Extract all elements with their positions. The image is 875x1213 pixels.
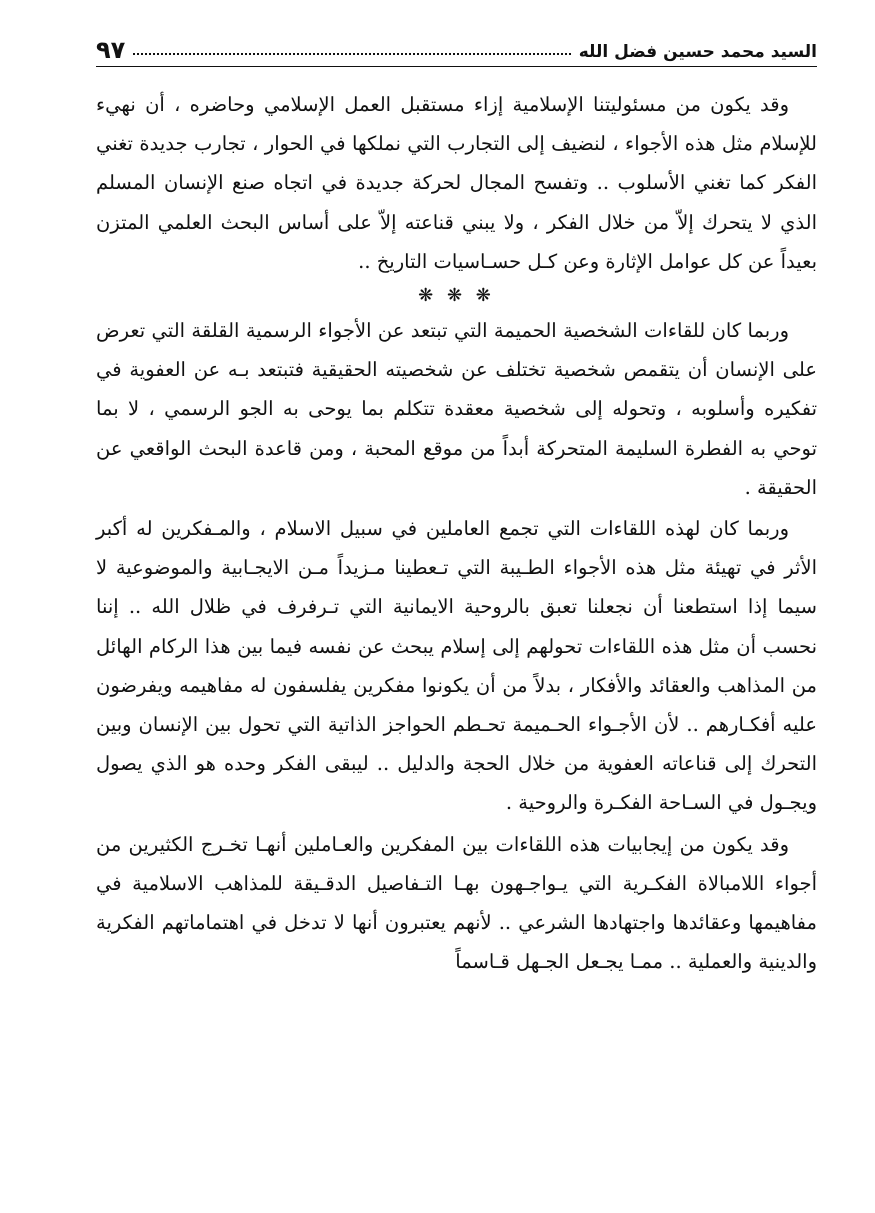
running-header-title: السيد محمد حسين فضل الله <box>578 42 817 62</box>
paragraph-3: وربما كان لهذه اللقاءات التي تجمع العاملين في سبيل الاسلام ، والمـفكرين له أكبر الأثر في تهيئة مثل هذه الأجواء الطـيبة التي تـعطينا مـزيداً مـن الايجـابية والموضوعية لا سيما إذا استطعنا أن نجعلنا تعبق بالروحية الايمانية التي تـرفرف في ظلال الله .. إننا نحسب أن مثل هذه اللقاءات تحولهم إلى إسلام يبحث عن نفسه فيما بين هذا الركام الهائل من المذاهب والعقائد والأفكار ، بدلاً من أن يكونوا مفكرين يفلسفون له مفاهيمه ويفرضون عليه أفكـارهم .. لأن الأجـواء الحـميمة تحـطم الحواجز الذاتية التي تحول بين الإنسان وبين التحرك إلى قناعاته العفوية من خلال الحجة والدليل .. ليبقى الفكر وحده هو الذي يصول ويجـول في السـاحة الفكـرة والروحية . <box>96 517 817 815</box>
section-separator: ❋ ❋ ❋ <box>418 285 495 307</box>
paragraph-4: وقد يكون من إيجابيات هذه اللقاءات بين المفكرين والعـاملين أنهـا تخـرج الكثيرين من أجواء اللامبالاة الفكـرية التي يـواجـهون بهـا التـفاصيل الدقـيقة للمذاهب الاسلامية في مفاهيمها وعقائدها واجتهادها الشرعي .. لأنهم يعتبرون أنها لا تدخل في اهتماماتهم الفكرية والدينية والعملية .. ممـا يجـعل الجـهل قـاسماً <box>96 832 817 974</box>
header-dot-leader <box>133 53 570 55</box>
page-body <box>96 85 817 981</box>
paragraph-1: وقد يكون من مسئوليتنا الإسلامية إزاء مستقبل العمل الإسلامي وحاضره ، أن نهيء للإسلام مثل هذه الأجواء ، لنضيف إلى التجارب التي نملكها في الحوار ، تجارب جديدة تغني الفكر كما تغني الأسلوب .. وتفسح المجال لحركة جديدة في اتجاه صنع الإنسان المسلم الذي لا يتحرك إلاّ من خلال الفكر ، ولا يبني قناعته إلاّ على أساس البحث العلمي المتزن بعيداً عن كل عوامل الإثارة وعن كـل حسـاسيات التاريخ .. <box>96 93 817 273</box>
page-header <box>96 28 817 67</box>
page-number: ٩٧ <box>96 36 126 64</box>
paragraph-2: وربما كان للقاءات الشخصية الحميمة التي تبتعد عن الأجواء الرسمية القلقة التي تعرض على الإنسان أن يتقمص شخصية تختلف عن شخصيته الحقيقية فتبتعد بـه عن العفوية في تفكيره وأسلوبه ، وتحوله إلى شخصية معقدة تتكلم بما يوحى به الجو الرسمي ، لا بما توحي به الفطرة السليمة المتحركة أبداً من موقع المحبة ، ومن قاعدة البحث الواقعي عن الحقيقة . <box>96 319 817 499</box>
